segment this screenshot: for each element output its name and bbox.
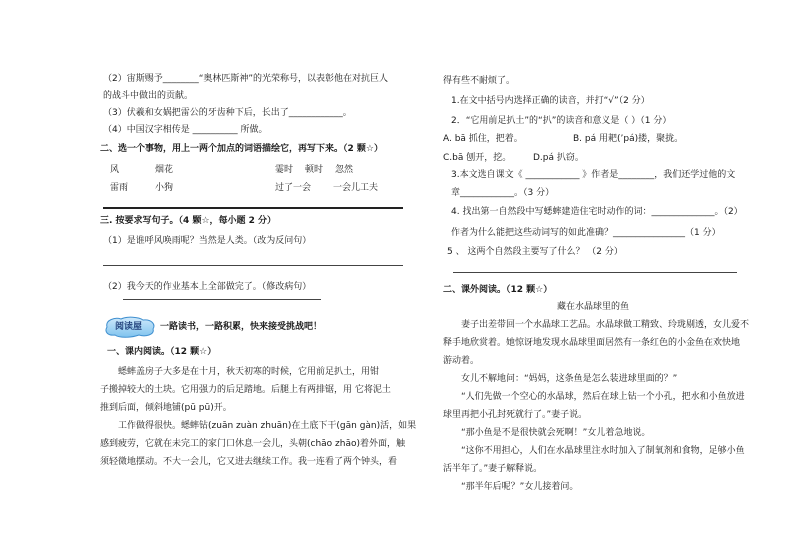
word-guole-yihui: 过了一会 [275, 183, 312, 193]
q2-text-cont: 的战斗中做出的贡献。 [103, 91, 194, 101]
word-dunshi: 顿时 [305, 165, 324, 175]
s3-q2-text: （2）我今天的作业基本上全部做完了。（修改病句） [103, 282, 312, 292]
story-line: “那半年后呢？”女儿接着问。 [461, 482, 579, 492]
q3-text: （3）伏羲和女娲把雷公的牙齿种下后，长出了____________。 [103, 108, 352, 118]
word-yihuier-gongfu: 一会儿工夫 [333, 183, 379, 193]
reading-badge-label: 阅读屋 [115, 322, 143, 332]
passage-line: 工作做得很快。蟋蟀钻(zuān zuàn zhuān)在土底下干(gān gàn)活，如果 [118, 421, 417, 431]
r-q3-text-cont: 章____________。（3 分） [451, 188, 555, 198]
answer-line[interactable] [453, 272, 737, 273]
story-line: “这你不用担心，人们在水晶球里注水时加入了制氧剂和食物，足够小鱼 [461, 446, 745, 456]
passage-line: 感到疲劳，它就在未完工的家门口休息一会儿，头朝(chāo zhāo)着外面，触 [100, 439, 406, 449]
story-title: 藏在水晶球里的鱼 [556, 302, 629, 312]
r-q4-text-cont: 作者为什么能把这些动词写的如此准确？________________（1 分） [451, 228, 721, 238]
section-2-heading: 二、选一个事物，用上一两个加点的词语描绘它，再写下来。（2 颗☆） [100, 144, 383, 154]
q4-text: （4）中国汉字相传是 __________ 所做。 [103, 125, 268, 135]
passage-line: 子搬掉较大的土块。它用强力的后足踏地。后腿上有两排锯，用 它将泥土 [100, 385, 391, 395]
passage-line: 蟋蟀盖房子大多是在十月，秋天初寒的时候，它用前足扒土，用钳 [118, 367, 380, 377]
q2-text: （2）宙斯赐予________“奥林匹斯神”的光荣称号，以表彰他在对抗巨人 [103, 74, 389, 84]
r-q4-text: 4. 找出第一自然段中写蟋蟀建造住宅时动作的词：______________。（2） [451, 207, 743, 217]
option-a: A. bā 抓住，把着。 [443, 134, 523, 144]
word-huran: 忽然 [335, 165, 354, 175]
story-line: 释手地欣赏着。她惊讶地发现水晶球里面居然有一条红色的小金鱼在欢快地 [443, 338, 741, 348]
option-d: D.pá 扒窃。 [533, 153, 584, 163]
passage-line: 须轻微地摆动。不大一会儿，它又进去继续工作。我一连看了两个钟头，看 [100, 457, 398, 467]
answer-line[interactable] [123, 299, 321, 300]
option-b: B. pá 用耙(’pá)搂，聚拢。 [573, 134, 684, 144]
r-q2-text: 2．“它用前足扒土”的“扒”的读音和意义是（ ）（1 分） [451, 116, 672, 126]
story-line: “人们先做一个空心的水晶球，然后在球上钻一个小孔，把水和小鱼放进 [461, 392, 745, 402]
story-line: 活半年了。”妻子解释说。 [443, 464, 543, 474]
answer-line[interactable] [103, 265, 403, 266]
r-q3-text: 3.本文选自课文《 ____________ 》作者是________，我们还学过他的文 [451, 170, 736, 180]
word-feng: 风 [110, 165, 120, 175]
section-3-heading: 三. 按要求写句子。（4 颗☆，每小题 2 分） [100, 216, 277, 226]
option-c: C.bā 刨开，挖。 [443, 153, 512, 163]
word-yanhua: 烟花 [155, 165, 174, 175]
reading-slogan: 一路读书，一路积累，快来接受挑战吧！ [160, 322, 323, 332]
answer-line[interactable] [103, 207, 403, 209]
word-leiyu: 雷雨 [110, 183, 129, 193]
passage-line: 推到后面，倾斜地铺(pū pū)开。 [100, 403, 232, 413]
story-line: 游动着。 [443, 356, 480, 366]
word-shashi: 霎时 [275, 165, 294, 175]
story-line: 妻子出差带回一个水晶球工艺品。水晶球做工精致、玲珑剔透，女儿爱不 [461, 320, 750, 330]
story-line: 女儿不解地问：“妈妈，这条鱼是怎么装进球里面的？” [461, 374, 678, 384]
section-1-heading: 一、课内阅读。（12 颗☆） [107, 347, 217, 357]
s3-q1-text: （1）是谁呼风唤雨呢？当然是人类。（改为反问句） [103, 236, 312, 246]
extra-reading-heading: 二、课外阅读。（12 颗☆） [443, 285, 553, 295]
passage-continued: 得有些不耐烦了。 [443, 76, 516, 86]
r-q5-text: 5 、 这两个自然段主要写了什么？ （2 分） [447, 247, 623, 257]
story-line: “那小鱼是不是很快就会死啊！”女儿着急地说。 [461, 428, 651, 438]
r-q1-text: 1.在文中括号内选择正确的读音，并打“√”（2 分） [451, 96, 650, 106]
word-xiaogou: 小狗 [155, 183, 174, 193]
story-line: 球里再把小孔封死就行了。”妻子说。 [443, 410, 588, 420]
